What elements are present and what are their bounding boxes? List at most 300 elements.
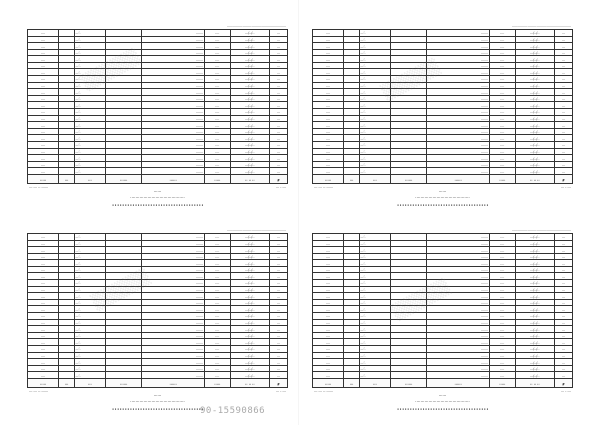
table-row [313, 359, 573, 366]
cell-mark [344, 233, 360, 240]
cell-code: ···· [489, 29, 515, 36]
cell-amt: ·,··· [359, 142, 390, 149]
cell-mark [59, 326, 75, 333]
cell-no: ··· [554, 29, 572, 36]
cell-name: ······· [142, 319, 204, 326]
cell-no: ··· [554, 293, 572, 300]
table-header-row [28, 379, 288, 388]
cell-name: ······· [427, 56, 489, 63]
cell-tag: ···· [313, 319, 344, 326]
cell-tag: ···· [313, 359, 344, 366]
cell-remark [106, 293, 142, 300]
cell-code: ···· [489, 82, 515, 89]
cell-no: ··· [269, 286, 287, 293]
table-row [313, 62, 573, 69]
cell-mark [59, 280, 75, 287]
table-row [313, 326, 573, 333]
cell-name: ······· [427, 313, 489, 320]
cell-code: ···· [489, 365, 515, 372]
cell-name: ······· [142, 352, 204, 359]
cell-code: ···· [204, 36, 230, 43]
table-row [28, 155, 288, 162]
cell-no: ··· [554, 115, 572, 122]
register-table [27, 233, 288, 388]
cell-name: ······· [427, 346, 489, 353]
cell-mark [59, 161, 75, 168]
cell-name: ······· [427, 319, 489, 326]
column-header: ··· [359, 175, 390, 184]
cell-code: ···· [204, 62, 230, 69]
cell-remark [391, 49, 427, 56]
cell-amt: ·,··· [74, 29, 105, 36]
cell-code: ···· [204, 95, 230, 102]
table-row [313, 128, 573, 135]
cell-tag: ···· [28, 122, 59, 129]
cell-mark [344, 352, 360, 359]
cell-date: ··/··/··· [230, 161, 269, 168]
cell-no: ··· [554, 326, 572, 333]
cell-no: ··· [269, 128, 287, 135]
cell-amt: ·,··· [74, 359, 105, 366]
cell-code: ···· [489, 168, 515, 175]
cell-code: ···· [204, 76, 230, 83]
cell-amt: ·,··· [359, 69, 390, 76]
cell-mark [59, 299, 75, 306]
cell-date: ··/··/··· [230, 313, 269, 320]
table-row [28, 49, 288, 56]
table-row [28, 95, 288, 102]
cell-code: ···· [204, 122, 230, 129]
cell-amt: ·,··· [74, 128, 105, 135]
cell-name: ······· [142, 115, 204, 122]
cell-date: ··/··/··· [515, 142, 554, 149]
cell-date: ··/··/··· [230, 62, 269, 69]
cell-amt: ·,··· [359, 233, 390, 240]
cell-mark [344, 266, 360, 273]
cell-date: ··/··/··· [515, 326, 554, 333]
cell-mark [344, 122, 360, 129]
cell-date: ··/··/··· [230, 372, 269, 379]
cell-amt: ·,··· [359, 332, 390, 339]
cell-code: ···· [489, 36, 515, 43]
cell-date: ··/··/··· [230, 109, 269, 116]
cell-tag: ···· [28, 36, 59, 43]
cell-remark [391, 299, 427, 306]
cell-no: ··· [269, 102, 287, 109]
cell-name: ······· [427, 115, 489, 122]
cell-amt: ·,··· [359, 135, 390, 142]
table-row [313, 161, 573, 168]
cell-no: ··· [269, 365, 287, 372]
cell-amt: ·,··· [359, 253, 390, 260]
cell-mark [344, 319, 360, 326]
table-row [313, 82, 573, 89]
cell-mark [59, 286, 75, 293]
cell-amt: ·,··· [74, 43, 105, 50]
register-meta-left: ····· ··· [275, 389, 286, 393]
cell-date: ··/··/··· [230, 36, 269, 43]
cell-name: ······· [142, 168, 204, 175]
cell-name: ······· [427, 62, 489, 69]
cell-date: ··/··/··· [515, 286, 554, 293]
cell-no: ··· [554, 148, 572, 155]
cell-tag: ···· [28, 273, 59, 280]
register-panel-top-right [312, 22, 573, 208]
cell-date: ··/··/··· [230, 135, 269, 142]
cell-date: ··/··/··· [230, 115, 269, 122]
column-header: ······ [427, 175, 489, 184]
cell-code: ···· [489, 43, 515, 50]
cell-date: ··/··/··· [230, 148, 269, 155]
column-header: # [554, 175, 572, 184]
cell-no: ··· [269, 359, 287, 366]
cell-tag: ···· [313, 89, 344, 96]
cell-no: ··· [554, 247, 572, 254]
cell-mark [344, 89, 360, 96]
cell-remark [391, 253, 427, 260]
cell-amt: ·,··· [74, 339, 105, 346]
cell-tag: ···· [28, 76, 59, 83]
register-center-label: ······ [153, 393, 162, 398]
cell-tag: ···· [313, 286, 344, 293]
cell-remark [106, 306, 142, 313]
column-header: ······ [391, 175, 427, 184]
register-footer-note: ·························································· [227, 23, 286, 28]
cell-code: ···· [489, 62, 515, 69]
cell-amt: ·,··· [74, 260, 105, 267]
cell-no: ··· [554, 280, 572, 287]
cell-name: ······· [427, 122, 489, 129]
cell-no: ··· [554, 122, 572, 129]
register-table [27, 29, 288, 184]
cell-remark [391, 339, 427, 346]
cell-mark [59, 109, 75, 116]
cell-no: ··· [554, 253, 572, 260]
cell-amt: ·,··· [74, 102, 105, 109]
cell-date: ··/··/··· [515, 122, 554, 129]
table-row [28, 253, 288, 260]
cell-no: ··· [554, 372, 572, 379]
table-row [313, 155, 573, 162]
cell-code: ···· [204, 306, 230, 313]
cell-remark [106, 29, 142, 36]
cell-code: ···· [489, 49, 515, 56]
cell-mark [344, 82, 360, 89]
cell-name: ······· [142, 372, 204, 379]
cell-amt: ·,··· [359, 346, 390, 353]
cell-tag: ···· [28, 339, 59, 346]
cell-remark [106, 332, 142, 339]
cell-mark [344, 299, 360, 306]
cell-amt: ·,··· [74, 122, 105, 129]
cell-mark [59, 306, 75, 313]
register-title: ···································· [111, 405, 204, 412]
cell-tag: ···· [313, 346, 344, 353]
cell-no: ··· [269, 293, 287, 300]
cell-date: ··/··/··· [230, 286, 269, 293]
cell-mark [344, 62, 360, 69]
table-row [28, 122, 288, 129]
cell-code: ···· [204, 168, 230, 175]
cell-remark [106, 155, 142, 162]
cell-no: ··· [554, 82, 572, 89]
table-row [313, 142, 573, 149]
cell-no: ··· [554, 266, 572, 273]
column-header: ······ [142, 379, 204, 388]
cell-amt: ·,··· [74, 89, 105, 96]
cell-tag: ···· [313, 266, 344, 273]
cell-tag: ···· [313, 168, 344, 175]
cell-tag: ···· [28, 56, 59, 63]
column-header: # [554, 379, 572, 388]
cell-name: ······· [427, 36, 489, 43]
cell-tag: ···· [28, 266, 59, 273]
cell-tag: ···· [28, 95, 59, 102]
cell-amt: ·,··· [74, 148, 105, 155]
cell-amt: ·,··· [74, 82, 105, 89]
cell-remark [391, 76, 427, 83]
cell-amt: ·,··· [359, 109, 390, 116]
cell-mark [59, 253, 75, 260]
cell-remark [391, 332, 427, 339]
table-row [313, 148, 573, 155]
cell-remark [391, 365, 427, 372]
cell-date: ··/··/··· [230, 69, 269, 76]
table-row [28, 260, 288, 267]
cell-no: ··· [554, 36, 572, 43]
cell-no: ··· [269, 240, 287, 247]
cell-no: ··· [269, 161, 287, 168]
cell-mark [344, 346, 360, 353]
cell-date: ··/··/··· [515, 168, 554, 175]
cell-code: ···· [489, 372, 515, 379]
cell-date: ··/··/··· [230, 102, 269, 109]
cell-date: ··/··/··· [515, 43, 554, 50]
cell-code: ···· [489, 95, 515, 102]
cell-remark [106, 43, 142, 50]
cell-name: ······· [142, 29, 204, 36]
cell-date: ··/··/··· [515, 365, 554, 372]
cell-name: ······· [142, 332, 204, 339]
cell-name: ······· [142, 365, 204, 372]
table-row [313, 346, 573, 353]
cell-tag: ···· [28, 319, 59, 326]
cell-amt: ·,··· [359, 372, 390, 379]
column-header: ····· [28, 379, 59, 388]
cell-tag: ···· [313, 352, 344, 359]
cell-tag: ···· [313, 109, 344, 116]
table-row [28, 56, 288, 63]
cell-code: ···· [489, 69, 515, 76]
cell-tag: ···· [313, 95, 344, 102]
cell-amt: ·,··· [359, 326, 390, 333]
cell-amt: ·,··· [74, 109, 105, 116]
cell-tag: ···· [313, 247, 344, 254]
cell-no: ··· [554, 135, 572, 142]
cell-no: ··· [554, 240, 572, 247]
cell-no: ··· [269, 115, 287, 122]
cell-mark [344, 326, 360, 333]
column-header: ····· [313, 379, 344, 388]
cell-tag: ···· [28, 29, 59, 36]
cell-mark [344, 69, 360, 76]
cell-no: ··· [269, 313, 287, 320]
cell-code: ···· [489, 135, 515, 142]
cell-mark [59, 76, 75, 83]
table-row [28, 43, 288, 50]
cell-date: ··/··/··· [230, 122, 269, 129]
cell-name: ······· [427, 253, 489, 260]
cell-no: ··· [269, 95, 287, 102]
cell-date: ··/··/··· [230, 43, 269, 50]
table-header-row [313, 175, 573, 184]
table-row [313, 299, 573, 306]
cell-mark [344, 115, 360, 122]
cell-name: ······· [427, 326, 489, 333]
cell-remark [391, 36, 427, 43]
cell-remark [391, 82, 427, 89]
register-panel-bottom-right [312, 226, 573, 412]
cell-name: ······· [427, 82, 489, 89]
cell-code: ···· [489, 359, 515, 366]
cell-remark [106, 161, 142, 168]
cell-code: ···· [489, 273, 515, 280]
cell-mark [59, 365, 75, 372]
cell-date: ··/··/··· [515, 240, 554, 247]
cell-tag: ···· [313, 49, 344, 56]
cell-no: ··· [269, 142, 287, 149]
table-row [28, 148, 288, 155]
cell-remark [106, 339, 142, 346]
cell-remark [106, 233, 142, 240]
cell-name: ······· [427, 332, 489, 339]
cell-tag: ···· [28, 233, 59, 240]
cell-tag: ···· [313, 313, 344, 320]
column-header: ····· [489, 175, 515, 184]
column-header: ······ [106, 175, 142, 184]
cell-tag: ···· [313, 233, 344, 240]
cell-date: ··/··/··· [515, 313, 554, 320]
cell-name: ······· [142, 260, 204, 267]
cell-no: ··· [554, 102, 572, 109]
table-row [313, 247, 573, 254]
register-subtitle: ········································· [130, 399, 185, 404]
cell-name: ······· [142, 240, 204, 247]
cell-name: ······· [142, 82, 204, 89]
cell-code: ···· [204, 148, 230, 155]
cell-date: ··/··/··· [515, 280, 554, 287]
cell-name: ······· [427, 69, 489, 76]
cell-tag: ···· [28, 253, 59, 260]
table-row [313, 69, 573, 76]
cell-code: ···· [204, 247, 230, 254]
cell-mark [59, 29, 75, 36]
table-row [313, 115, 573, 122]
cell-code: ···· [204, 280, 230, 287]
table-row [28, 372, 288, 379]
column-header: ······ [391, 379, 427, 388]
table-row [313, 306, 573, 313]
cell-remark [391, 102, 427, 109]
cell-mark [59, 95, 75, 102]
cell-remark [391, 359, 427, 366]
column-header: ··· [59, 175, 75, 184]
cell-date: ··/··/··· [515, 339, 554, 346]
cell-code: ···· [489, 313, 515, 320]
cell-date: ··/··/··· [515, 352, 554, 359]
cell-code: ···· [204, 128, 230, 135]
cell-name: ······· [142, 273, 204, 280]
cell-tag: ···· [28, 148, 59, 155]
cell-name: ······· [142, 49, 204, 56]
table-row [28, 69, 288, 76]
cell-no: ··· [269, 266, 287, 273]
cell-mark [344, 36, 360, 43]
cell-name: ······· [427, 128, 489, 135]
cell-amt: ·,··· [74, 240, 105, 247]
table-row [28, 161, 288, 168]
cell-name: ······· [142, 346, 204, 353]
cell-amt: ·,··· [359, 260, 390, 267]
table-row [313, 273, 573, 280]
cell-amt: ·,··· [74, 286, 105, 293]
cell-date: ··/··/··· [515, 36, 554, 43]
table-row [28, 168, 288, 175]
cell-no: ··· [269, 69, 287, 76]
cell-name: ······· [142, 280, 204, 287]
cell-date: ··/··/··· [230, 332, 269, 339]
cell-mark [344, 102, 360, 109]
cell-no: ··· [554, 273, 572, 280]
cell-amt: ·,··· [359, 95, 390, 102]
register-center-label: ······ [438, 189, 447, 194]
cell-date: ··/··/··· [515, 135, 554, 142]
cell-mark [59, 56, 75, 63]
cell-mark [344, 372, 360, 379]
cell-code: ···· [204, 56, 230, 63]
cell-name: ······· [427, 43, 489, 50]
table-row [28, 135, 288, 142]
table-row [28, 247, 288, 254]
cell-amt: ·,··· [359, 36, 390, 43]
cell-no: ··· [269, 352, 287, 359]
register-title: ···································· [111, 201, 204, 208]
cell-amt: ·,··· [359, 273, 390, 280]
cell-amt: ·,··· [359, 115, 390, 122]
cell-date: ··/··/··· [515, 82, 554, 89]
cell-code: ···· [204, 109, 230, 116]
table-row [313, 332, 573, 339]
cell-mark [344, 29, 360, 36]
cell-mark [59, 266, 75, 273]
cell-mark [59, 332, 75, 339]
cell-tag: ···· [28, 115, 59, 122]
cell-tag: ···· [313, 326, 344, 333]
cell-mark [344, 306, 360, 313]
cell-date: ··/··/··· [515, 109, 554, 116]
cell-tag: ···· [28, 299, 59, 306]
cell-remark [106, 247, 142, 254]
cell-remark [106, 253, 142, 260]
cell-amt: ·,··· [74, 266, 105, 273]
cell-tag: ···· [313, 62, 344, 69]
cell-date: ··/··/··· [515, 253, 554, 260]
table-row [28, 29, 288, 36]
cell-no: ··· [554, 313, 572, 320]
column-header: ··· [74, 379, 105, 388]
cell-no: ··· [554, 339, 572, 346]
cell-amt: ·,··· [359, 306, 390, 313]
